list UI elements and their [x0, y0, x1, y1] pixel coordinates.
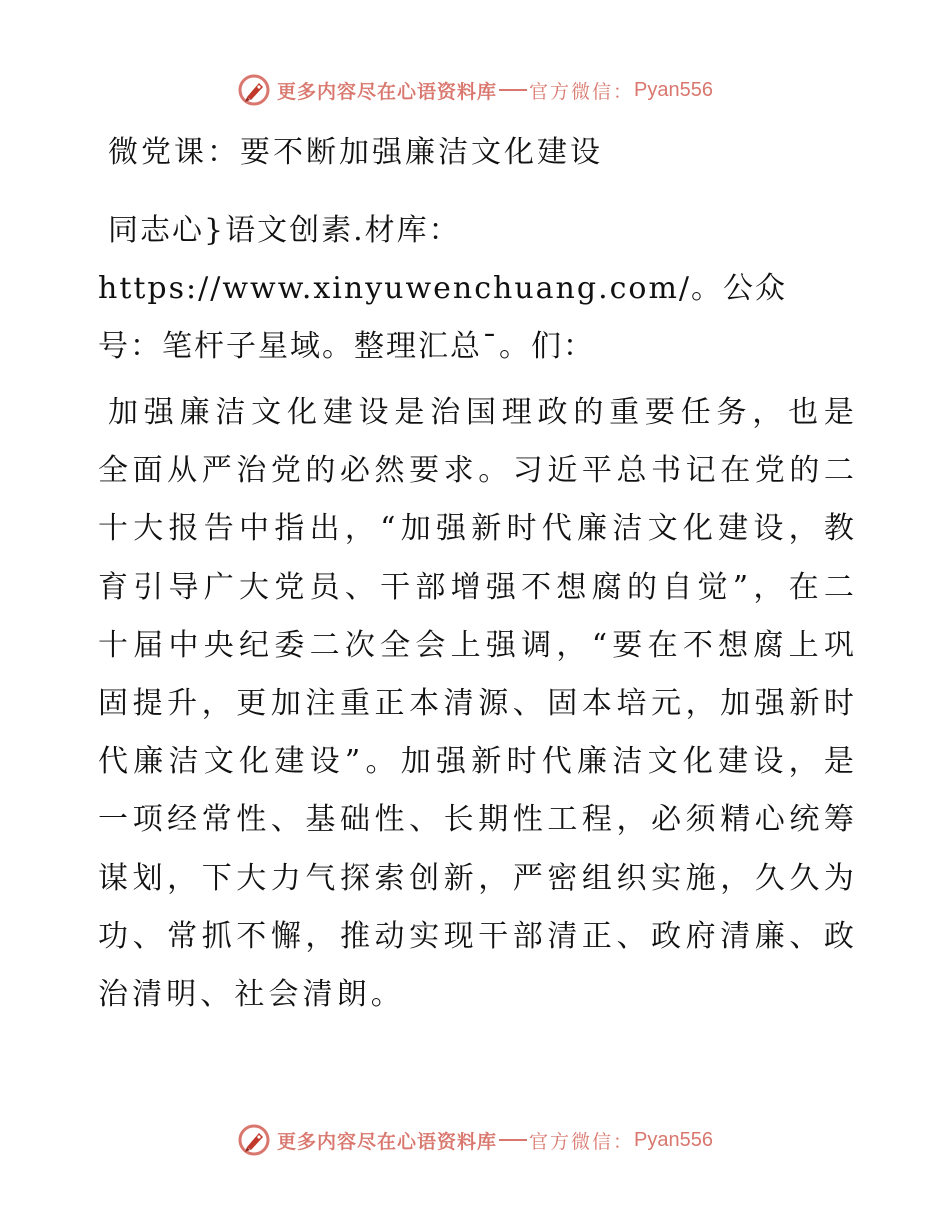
pen-nib-logo-icon [237, 73, 271, 107]
body-paragraph: 加强廉洁文化建设是治国理政的重要任务，也是全面从严治党的必然要求。习近平总书记在党的二十大报告中指出，“加强新时代廉洁文化建设，教育引导广大党员、干部增强不想腐的自觉”，在二十届中央纪委二次全会上强调，“要在不想腐上巩固提升，更加注重正本清源、固本培元，加强新时代廉洁文化建设”。加强新时代廉洁文化建设，是一项经常性、基础性、长期性工程，必须精心统筹谋划，下大力气探索创新，严密组织实施，久久为功、常抓不懈，推动实现干部清正、政府清廉、政治清明、社会清朗。 [98, 395, 858, 1013]
footer-dash-divider [499, 1139, 527, 1141]
source-note-text: 同志心}语文创素.材库：https://www.xinyuwenchuang.com/。公众号：笔杆子星域。整理汇总¯。们： [98, 213, 788, 364]
footer-wechat-label: 官方微信： [529, 1130, 635, 1153]
source-note [98, 202, 818, 376]
footer-wechat-account: Pyan556 [634, 1128, 713, 1151]
banner-dash-divider [499, 89, 527, 91]
footer-brand-text: 更多内容尽在心语资料库 [277, 1130, 498, 1153]
banner-wechat-label: 官方微信： [529, 80, 635, 103]
document-title: 微党课：要不断加强廉洁文化建设 [108, 135, 603, 170]
banner-brand-text: 更多内容尽在心语资料库 [277, 80, 498, 103]
pen-nib-logo-icon [237, 1123, 271, 1157]
footer-banner [0, 1120, 950, 1160]
banner-wechat-account: Pyan556 [634, 78, 713, 101]
header-banner [0, 70, 950, 110]
